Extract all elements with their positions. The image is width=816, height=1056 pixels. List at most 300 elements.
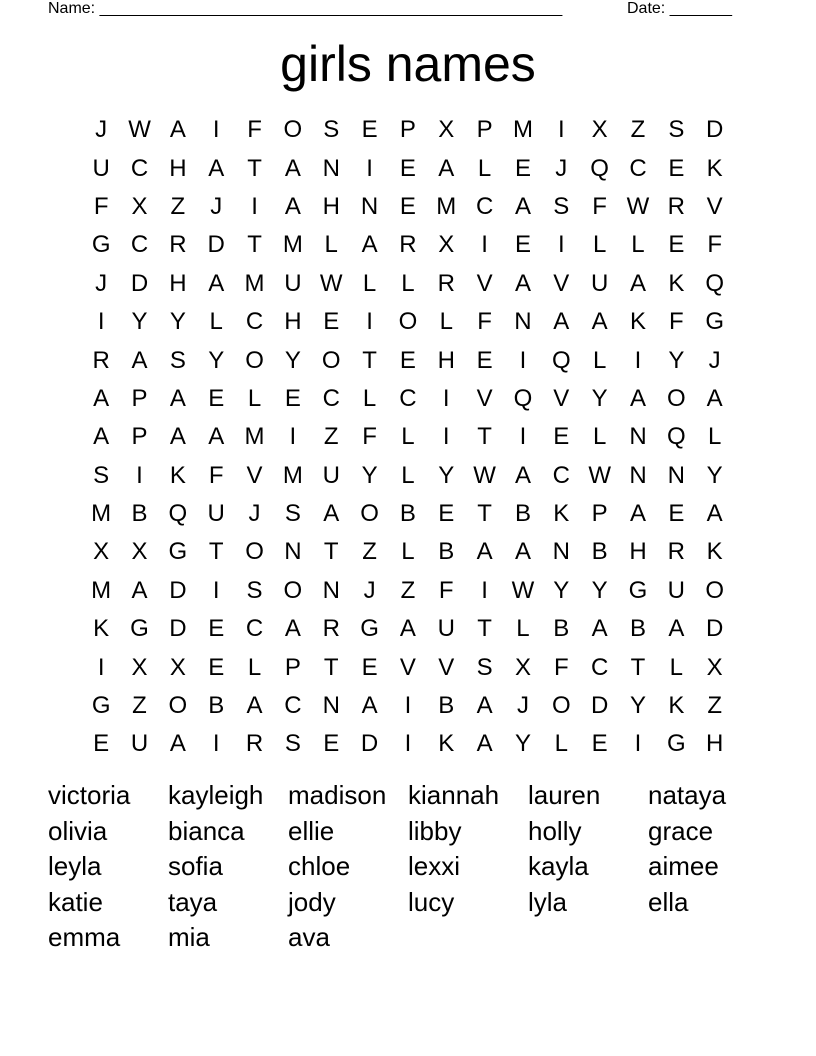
grid-letter: I bbox=[634, 346, 642, 374]
grid-letter: N bbox=[667, 461, 685, 489]
word-list-item: katie bbox=[48, 886, 103, 917]
word-list-item: nataya bbox=[648, 780, 727, 810]
grid-letter: B bbox=[514, 500, 531, 528]
grid-letter: I bbox=[519, 423, 527, 451]
grid-letter: H bbox=[706, 730, 724, 758]
grid-letter: P bbox=[131, 384, 148, 412]
grid-letter: O bbox=[705, 576, 724, 604]
grid-letter: E bbox=[668, 500, 685, 528]
grid-letter: O bbox=[360, 500, 379, 528]
grid-letter: C bbox=[130, 231, 149, 259]
grid-letter: A bbox=[706, 500, 723, 528]
grid-letter: W bbox=[511, 576, 535, 604]
grid-letter: C bbox=[130, 154, 149, 182]
grid-letter: C bbox=[245, 615, 264, 643]
grid-letter: M bbox=[244, 423, 265, 451]
grid-letter: B bbox=[208, 692, 225, 720]
grid-letter: S bbox=[246, 576, 263, 604]
grid-letter: M bbox=[244, 269, 265, 297]
grid-letter: J bbox=[555, 154, 568, 182]
grid-letter: I bbox=[404, 730, 412, 758]
grid-letter: D bbox=[207, 231, 225, 259]
grid-letter: R bbox=[667, 192, 685, 220]
grid-letter: E bbox=[208, 653, 225, 681]
grid-letter: A bbox=[284, 615, 301, 643]
grid-letter: Y bbox=[438, 461, 455, 489]
grid-letter: R bbox=[245, 730, 264, 758]
word-list-item: lauren bbox=[528, 780, 601, 810]
grid-letter: A bbox=[514, 538, 531, 566]
grid-letter: C bbox=[475, 192, 494, 220]
grid-letter: B bbox=[591, 538, 608, 566]
grid-letter: P bbox=[399, 116, 416, 144]
grid-letter: K bbox=[553, 500, 570, 528]
grid-letter: P bbox=[284, 653, 301, 681]
grid-letter: A bbox=[284, 192, 301, 220]
grid-letter: J bbox=[95, 269, 108, 297]
word-list-item: ava bbox=[288, 922, 330, 953]
grid-letter: X bbox=[131, 192, 148, 220]
grid-letter: A bbox=[668, 615, 685, 643]
grid-letter: L bbox=[554, 730, 568, 758]
grid-letter: W bbox=[626, 192, 650, 220]
grid-letter: V bbox=[438, 653, 455, 681]
grid-letter: A bbox=[284, 154, 301, 182]
date-field-label: Date: _______ bbox=[627, 0, 732, 17]
grid-letter: Z bbox=[362, 538, 377, 566]
grid-letter: E bbox=[93, 730, 110, 758]
grid-letter: E bbox=[514, 231, 531, 259]
grid-letter: V bbox=[246, 461, 263, 489]
grid-letter: P bbox=[131, 423, 148, 451]
grid-letter: K bbox=[706, 538, 723, 566]
grid-letter: L bbox=[324, 231, 338, 259]
grid-letter: W bbox=[128, 116, 151, 144]
grid-letter: E bbox=[284, 384, 301, 412]
grid-letter: A bbox=[476, 538, 493, 566]
grid-letter: L bbox=[592, 346, 607, 374]
grid-letter: R bbox=[322, 615, 340, 643]
grid-letter: X bbox=[591, 116, 608, 144]
grid-letter: K bbox=[668, 269, 685, 297]
grid-letter: L bbox=[247, 384, 262, 412]
grid-letter: A bbox=[591, 308, 608, 336]
grid-letter: Y bbox=[131, 308, 148, 336]
grid-letter: E bbox=[399, 154, 416, 182]
grid-letter: A bbox=[246, 692, 263, 720]
grid-letter: X bbox=[131, 538, 148, 566]
grid-letter: U bbox=[92, 154, 110, 182]
grid-letter: R bbox=[399, 231, 417, 259]
grid-letter: L bbox=[401, 269, 415, 297]
word-list-item: olivia bbox=[48, 815, 108, 846]
grid-letter: Q bbox=[666, 423, 686, 451]
word-list-item: aimee bbox=[648, 851, 719, 882]
word-list-item: emma bbox=[48, 922, 121, 953]
grid-letter: O bbox=[666, 384, 686, 412]
word-list bbox=[48, 778, 788, 956]
grid-letter: X bbox=[93, 538, 110, 566]
grid-letter: E bbox=[399, 346, 416, 374]
grid-letter: T bbox=[477, 500, 492, 528]
name-field-label: Name: ____________________________________________________ bbox=[48, 0, 563, 17]
word-list-item: lexxi bbox=[408, 851, 461, 882]
grid-letter: B bbox=[131, 500, 148, 528]
grid-letter: L bbox=[401, 538, 415, 566]
word-list-item: chloe bbox=[288, 851, 351, 882]
word-list-item: kayla bbox=[528, 851, 589, 882]
grid-letter: X bbox=[169, 653, 186, 681]
grid-letter: H bbox=[437, 346, 455, 374]
grid-letter: O bbox=[168, 692, 188, 720]
grid-letter: N bbox=[629, 423, 647, 451]
grid-letter: A bbox=[208, 423, 225, 451]
grid-letter: G bbox=[666, 730, 686, 758]
word-list-item: jody bbox=[288, 886, 336, 917]
grid-letter: Y bbox=[629, 692, 646, 720]
grid-letter: M bbox=[282, 231, 303, 259]
grid-letter: L bbox=[209, 308, 223, 336]
grid-letter: L bbox=[592, 423, 607, 451]
grid-letter: X bbox=[438, 116, 455, 144]
grid-letter: R bbox=[667, 538, 685, 566]
grid-letter: T bbox=[362, 346, 377, 374]
grid-letter: C bbox=[399, 384, 417, 412]
grid-letter: B bbox=[438, 692, 455, 720]
grid-letter: O bbox=[321, 346, 341, 374]
grid-letter: N bbox=[360, 192, 379, 220]
grid-letter: Y bbox=[361, 461, 378, 489]
grid-letter: E bbox=[591, 730, 608, 758]
grid-letter: A bbox=[93, 423, 110, 451]
grid-letter: T bbox=[630, 653, 646, 681]
grid-letter: A bbox=[169, 730, 186, 758]
grid-letter: J bbox=[210, 192, 223, 220]
grid-letter: H bbox=[284, 308, 302, 336]
word-list-item: taya bbox=[168, 886, 218, 917]
grid-letter: J bbox=[516, 692, 529, 720]
grid-letter: A bbox=[208, 269, 225, 297]
word-list-item: bianca bbox=[168, 815, 245, 846]
grid-letter: L bbox=[477, 154, 492, 182]
grid-letter: B bbox=[553, 615, 570, 643]
letter-grid bbox=[82, 111, 734, 764]
grid-letter: I bbox=[212, 116, 220, 144]
grid-letter: G bbox=[628, 576, 648, 604]
grid-letter: E bbox=[668, 154, 685, 182]
grid-letter: A bbox=[169, 423, 186, 451]
grid-letter: O bbox=[283, 116, 303, 144]
grid-letter: V bbox=[399, 653, 416, 681]
grid-letter: G bbox=[91, 231, 111, 259]
grid-letter: C bbox=[629, 154, 647, 182]
grid-letter: C bbox=[322, 384, 340, 412]
grid-letter: I bbox=[557, 116, 565, 144]
word-list-item: kiannah bbox=[408, 780, 500, 810]
grid-letter: A bbox=[514, 461, 531, 489]
grid-letter: A bbox=[169, 384, 186, 412]
grid-letter: A bbox=[706, 384, 723, 412]
grid-letter: X bbox=[131, 653, 148, 681]
grid-letter: E bbox=[438, 500, 455, 528]
grid-letter: C bbox=[284, 692, 302, 720]
grid-letter: D bbox=[706, 615, 724, 643]
grid-letter: A bbox=[399, 615, 416, 643]
word-list-item: ellie bbox=[288, 815, 335, 846]
grid-letter: A bbox=[131, 576, 148, 604]
grid-letter: T bbox=[323, 653, 339, 681]
grid-letter: L bbox=[401, 461, 415, 489]
grid-letter: E bbox=[553, 423, 570, 451]
grid-letter: V bbox=[553, 384, 570, 412]
grid-letter: D bbox=[706, 116, 724, 144]
word-list-item: grace bbox=[648, 815, 714, 846]
grid-letter: K bbox=[706, 154, 723, 182]
grid-letter: V bbox=[706, 192, 723, 220]
grid-letter: N bbox=[284, 538, 302, 566]
grid-letter: A bbox=[553, 308, 570, 336]
grid-letter: G bbox=[360, 615, 379, 643]
grid-letter: A bbox=[514, 192, 531, 220]
grid-letter: Y bbox=[668, 346, 685, 374]
grid-letter: A bbox=[169, 116, 186, 144]
grid-letter: U bbox=[437, 615, 455, 643]
grid-letter: S bbox=[284, 730, 301, 758]
grid-letter: N bbox=[322, 154, 340, 182]
grid-letter: S bbox=[284, 500, 301, 528]
word-list-item: mia bbox=[168, 922, 210, 953]
grid-letter: U bbox=[322, 461, 340, 489]
grid-letter: S bbox=[93, 461, 110, 489]
grid-letter: Q bbox=[168, 500, 188, 528]
word-list-item: madison bbox=[288, 780, 387, 810]
grid-letter: U bbox=[590, 269, 609, 297]
grid-letter: W bbox=[319, 269, 343, 297]
grid-letter: E bbox=[668, 231, 685, 259]
grid-letter: I bbox=[289, 423, 297, 451]
grid-letter: Z bbox=[170, 192, 186, 220]
grid-letter: I bbox=[97, 308, 105, 336]
grid-letter: W bbox=[588, 461, 611, 489]
grid-letter: E bbox=[361, 116, 378, 144]
grid-letter: O bbox=[398, 308, 418, 336]
grid-letter: Y bbox=[553, 576, 570, 604]
grid-letter: L bbox=[516, 615, 530, 643]
grid-letter: M bbox=[436, 192, 457, 220]
grid-letter: U bbox=[667, 576, 685, 604]
grid-letter: D bbox=[360, 730, 379, 758]
grid-letter: A bbox=[438, 154, 455, 182]
grid-letter: F bbox=[247, 116, 262, 144]
grid-letter: E bbox=[399, 192, 416, 220]
grid-letter: Y bbox=[706, 461, 723, 489]
grid-letter: E bbox=[476, 346, 493, 374]
grid-letter: C bbox=[590, 653, 609, 681]
grid-letter: I bbox=[442, 384, 450, 412]
grid-letter: T bbox=[247, 231, 262, 259]
grid-letter: H bbox=[322, 192, 340, 220]
grid-letter: O bbox=[245, 346, 264, 374]
grid-letter: M bbox=[512, 116, 533, 144]
grid-letter: Y bbox=[284, 346, 301, 374]
grid-letter: X bbox=[438, 231, 455, 259]
grid-letter: V bbox=[553, 269, 570, 297]
grid-letter: F bbox=[707, 231, 722, 259]
grid-letter: A bbox=[323, 500, 340, 528]
grid-letter: Q bbox=[705, 269, 724, 297]
grid-letter: F bbox=[438, 576, 454, 604]
grid-letter: Y bbox=[514, 730, 531, 758]
grid-letter: A bbox=[514, 269, 531, 297]
word-list-item: holly bbox=[528, 815, 582, 846]
grid-letter: D bbox=[130, 269, 149, 297]
grid-letter: N bbox=[322, 692, 340, 720]
grid-letter: Q bbox=[513, 384, 533, 412]
grid-letter: D bbox=[169, 615, 187, 643]
grid-letter: Y bbox=[591, 384, 608, 412]
grid-letter: I bbox=[366, 154, 373, 182]
grid-letter: B bbox=[629, 615, 646, 643]
grid-letter: A bbox=[629, 500, 646, 528]
grid-letter: U bbox=[284, 269, 302, 297]
grid-letter: A bbox=[629, 384, 646, 412]
grid-letter: K bbox=[668, 692, 685, 720]
grid-letter: Q bbox=[551, 346, 571, 374]
grid-letter: Y bbox=[208, 346, 225, 374]
grid-letter: Z bbox=[630, 116, 646, 144]
grid-letter: R bbox=[169, 231, 187, 259]
grid-letter: E bbox=[208, 384, 225, 412]
grid-letter: F bbox=[477, 308, 492, 336]
grid-letter: J bbox=[95, 116, 108, 144]
word-list-item: libby bbox=[408, 815, 462, 846]
grid-letter: E bbox=[514, 154, 531, 182]
grid-letter: E bbox=[323, 730, 340, 758]
grid-letter: W bbox=[473, 461, 496, 489]
grid-letter: N bbox=[322, 576, 340, 604]
grid-letter: L bbox=[362, 384, 377, 412]
grid-letter: H bbox=[169, 154, 187, 182]
grid-letter: L bbox=[592, 231, 607, 259]
grid-letter: I bbox=[136, 461, 143, 489]
grid-letter: A bbox=[591, 615, 608, 643]
grid-letter: I bbox=[97, 653, 105, 681]
word-list-item: sofia bbox=[168, 851, 223, 882]
grid-letter: A bbox=[208, 154, 225, 182]
grid-letter: G bbox=[705, 308, 724, 336]
grid-letter: E bbox=[208, 615, 225, 643]
grid-letter: R bbox=[437, 269, 455, 297]
grid-letter: I bbox=[212, 730, 220, 758]
word-list-item: lyla bbox=[528, 886, 568, 917]
grid-letter: H bbox=[169, 269, 187, 297]
grid-letter: X bbox=[514, 653, 531, 681]
grid-letter: V bbox=[476, 384, 493, 412]
grid-letter: S bbox=[553, 192, 570, 220]
grid-letter: B bbox=[399, 500, 416, 528]
grid-letter: H bbox=[629, 538, 647, 566]
grid-letter: E bbox=[361, 653, 378, 681]
grid-letter: T bbox=[323, 538, 339, 566]
grid-letter: M bbox=[91, 576, 112, 604]
grid-letter: P bbox=[591, 500, 608, 528]
grid-letter: I bbox=[557, 231, 565, 259]
word-list-item: leyla bbox=[48, 851, 102, 882]
grid-letter: Y bbox=[169, 308, 186, 336]
grid-letter: G bbox=[168, 538, 188, 566]
grid-letter: S bbox=[668, 116, 685, 144]
grid-letter: Z bbox=[400, 576, 416, 604]
grid-letter: L bbox=[401, 423, 415, 451]
word-list-item: lucy bbox=[408, 886, 455, 917]
grid-letter: I bbox=[519, 346, 527, 374]
grid-letter: L bbox=[707, 423, 722, 451]
grid-letter: I bbox=[251, 192, 258, 220]
grid-letter: S bbox=[476, 653, 493, 681]
grid-letter: K bbox=[93, 615, 110, 643]
grid-letter: A bbox=[629, 269, 646, 297]
grid-letter: R bbox=[92, 346, 110, 374]
grid-letter: G bbox=[91, 692, 111, 720]
grid-letter: G bbox=[130, 615, 149, 643]
grid-letter: S bbox=[169, 346, 186, 374]
grid-letter: T bbox=[247, 154, 262, 182]
grid-letter: N bbox=[514, 308, 532, 336]
grid-letter: F bbox=[592, 192, 607, 220]
grid-letter: T bbox=[477, 615, 492, 643]
grid-letter: K bbox=[438, 730, 455, 758]
grid-letter: S bbox=[323, 116, 340, 144]
grid-letter: J bbox=[708, 346, 721, 374]
grid-letter: Z bbox=[132, 692, 147, 720]
grid-letter: L bbox=[247, 653, 262, 681]
grid-letter: B bbox=[438, 538, 455, 566]
grid-letter: A bbox=[476, 692, 493, 720]
grid-letter: I bbox=[404, 692, 412, 720]
grid-letter: I bbox=[481, 231, 488, 259]
grid-letter: L bbox=[439, 308, 453, 336]
grid-letter: J bbox=[248, 500, 261, 528]
grid-letter: A bbox=[361, 231, 378, 259]
grid-letter: A bbox=[361, 692, 378, 720]
grid-letter: F bbox=[208, 461, 224, 489]
grid-letter: X bbox=[706, 653, 723, 681]
grid-letter: I bbox=[634, 730, 642, 758]
grid-letter: L bbox=[631, 231, 645, 259]
grid-letter: O bbox=[551, 692, 571, 720]
grid-letter: L bbox=[362, 269, 377, 297]
grid-letter: O bbox=[283, 576, 303, 604]
grid-letter: L bbox=[669, 653, 683, 681]
grid-letter: A bbox=[93, 384, 110, 412]
grid-letter: U bbox=[207, 500, 225, 528]
grid-letter: J bbox=[363, 576, 376, 604]
grid-letter: I bbox=[212, 576, 220, 604]
grid-letter: M bbox=[91, 500, 112, 528]
grid-letter: Z bbox=[323, 423, 339, 451]
grid-letter: C bbox=[552, 461, 570, 489]
grid-letter: I bbox=[366, 308, 373, 336]
grid-letter: P bbox=[476, 116, 493, 144]
word-list-item: victoria bbox=[48, 780, 131, 810]
grid-letter: Y bbox=[591, 576, 608, 604]
grid-letter: T bbox=[208, 538, 224, 566]
grid-letter: D bbox=[169, 576, 187, 604]
grid-letter: V bbox=[476, 269, 493, 297]
grid-letter: D bbox=[590, 692, 609, 720]
word-list-item: ella bbox=[648, 886, 689, 917]
grid-letter: A bbox=[476, 730, 493, 758]
